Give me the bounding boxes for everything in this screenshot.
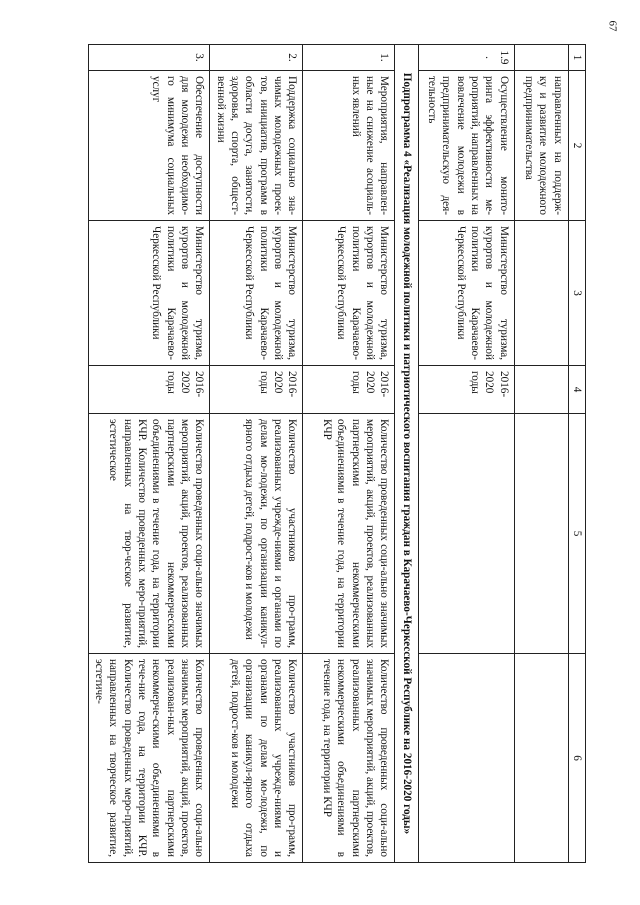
indicator-col6: Количество проведенных соци-ально значимых мероприятий, акций, проектов, реализован-ных партнерскими некоммерче-скими объединениями в тече-ние года, на территории КЧР. Количество проведенных меро-приятий, направленных на творческое развитие, эстетиче- — [88, 654, 210, 863]
indicator-col5 — [514, 414, 568, 654]
measure-name: Обеспечение доступности для молодежи необходимо-го минимума социальных услуг — [88, 71, 210, 221]
row-number — [514, 45, 568, 71]
indicator-col5 — [418, 414, 514, 654]
program-table-wrapper — [46, 44, 586, 862]
indicator-col5: Количество проведенных соци-ально значимых мероприятий, акций, проектов, реализованных партнерскими некоммерческими объединениями в течение года, на территории КЧР. Количество проведенных меро-приятий, направленных на твор-ческое развитие, эстетическое — [88, 414, 210, 654]
page-number: 67 — [606, 20, 619, 32]
program-table — [88, 44, 586, 863]
table-row — [88, 45, 210, 863]
responsible-body — [514, 221, 568, 366]
header-cell: 1 — [568, 45, 585, 71]
header-cell: 6 — [568, 654, 585, 863]
row-number: 2. — [210, 45, 303, 71]
period: 2016-2020 годы — [88, 366, 210, 414]
responsible-body: Министерство туризма, курортов и молодежной политики Карачаево-Черкесской Республики — [418, 221, 514, 366]
table-row — [210, 45, 303, 863]
table-row — [514, 45, 568, 863]
indicator-col6: Количество проведенных соци-ально значимых мероприятий, акций, проектов, реализованных партнерскими некоммерческими объединениями в течение года, на территории КЧР — [303, 654, 395, 863]
period: 2016-2020 годы — [303, 366, 395, 414]
responsible-body: Министерство туризма, курортов и молодежной политики Карачаево-Черкесской Республики — [88, 221, 210, 366]
indicator-col6 — [418, 654, 514, 863]
measure-name: Поддержка социально зна-чимых молодежных проек-тов, инициатив, программ в области досуга, занятости, здоровья, спорта, общест-венной жизни — [210, 71, 303, 221]
header-cell: 3 — [568, 221, 585, 366]
period: 2016-2020 годы — [210, 366, 303, 414]
indicator-col5: Количество участников про-грамм, реализованных учрежде-ниями и органами по делам мо-лодежи, по организации каникул-ярного отдыха детей, подрост-ков и молодежи — [210, 414, 303, 654]
responsible-body: Министерство туризма, курортов и молодежной политики Карачаево-Черкесской Республики — [303, 221, 395, 366]
measure-name: Мероприятия, направлен-ные на снижение асоциаль-ных явлений — [303, 71, 395, 221]
row-number: 3. — [88, 45, 210, 71]
table-row — [303, 45, 395, 863]
period: 2016-2020 годы — [418, 366, 514, 414]
header-row — [568, 45, 585, 863]
measure-name: Осуществление монито-ринга эффективности ме-роприятий, направленных на вовлечение молодежи в предпринимательскую дея-тельность — [418, 71, 514, 221]
indicator-col6 — [514, 654, 568, 863]
header-cell: 4 — [568, 366, 585, 414]
row-number: 1.9. — [418, 45, 514, 71]
row-number: 1. — [303, 45, 395, 71]
header-cell: 2 — [568, 71, 585, 221]
subprogram-row — [395, 45, 418, 863]
measure-name: направленных на поддерж-ку и развитие молодежного предпринимательства — [514, 71, 568, 221]
responsible-body: Министерство туризма, курортов и молодежной политики Карачаево-Черкесской Республики — [210, 221, 303, 366]
period — [514, 366, 568, 414]
subprogram-title: Подпрограмма 4 «Реализация молодежной политики и патриотического воспитания граждан в Карачаево-Черкесской Республике на 2016-2020 годы» — [395, 45, 418, 863]
header-cell: 5 — [568, 414, 585, 654]
table-row — [418, 45, 514, 863]
indicator-col6: Количество участников про-грамм, реализованных учрежде-ниями и органами по делам мо-лодежи, по организации каникул-ярного отдыха детей, подрост-ков и молодежи — [210, 654, 303, 863]
indicator-col5: Количество проведенных соци-ально значимых мероприятий, акций, проектов, реализованных партнерскими некоммерческими объединениями в течение года, на территории КЧР — [303, 414, 395, 654]
